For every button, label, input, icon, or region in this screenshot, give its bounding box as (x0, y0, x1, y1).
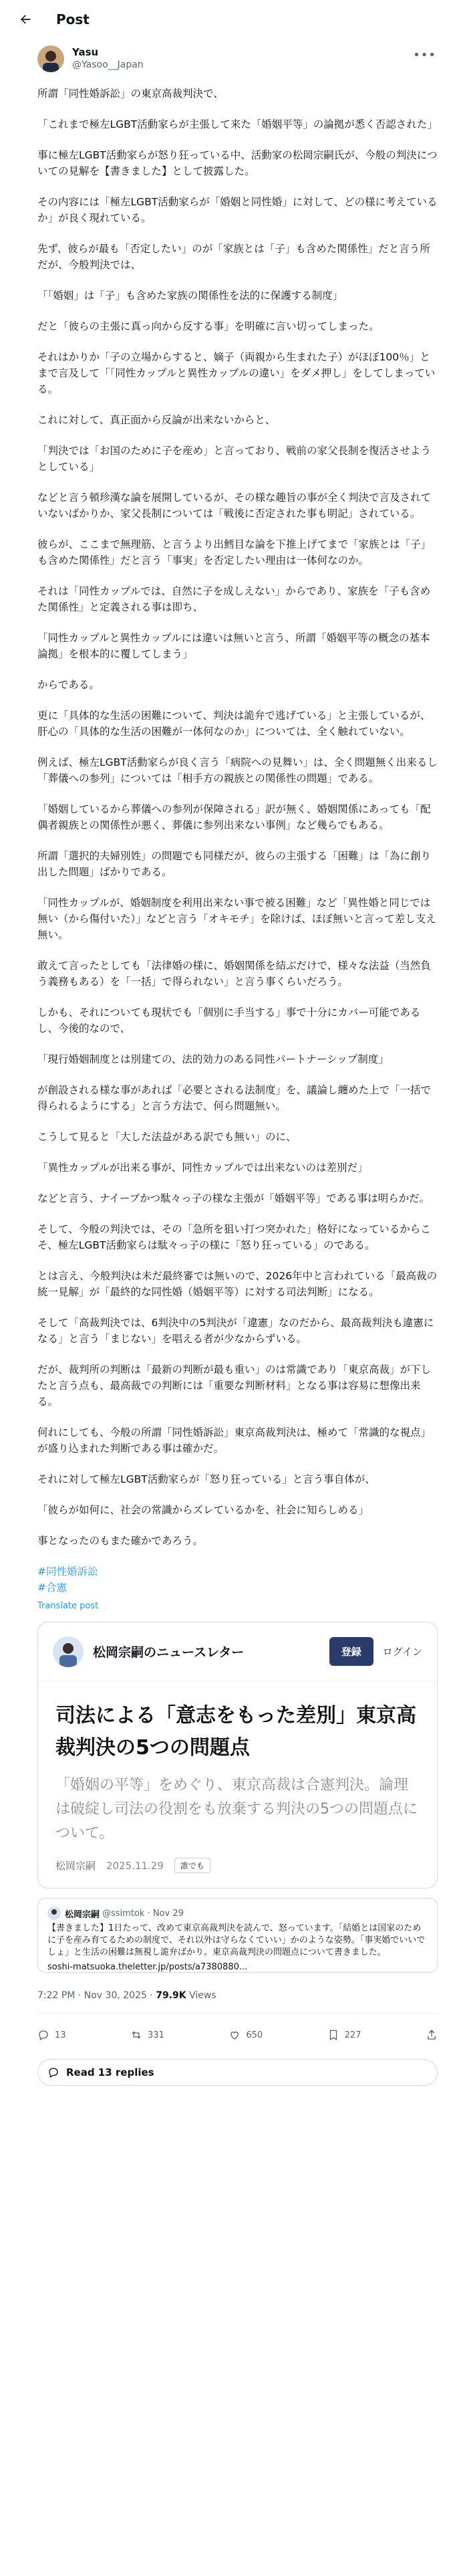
hashtag-link[interactable]: #同性婚訴訟 (37, 1566, 98, 1578)
quote-link[interactable]: soshi-matsuoka.theletter.jp/posts/a7380880... (47, 1962, 248, 1972)
card-badge: 誰でも (174, 1858, 210, 1873)
post-paragraph: 例えば、極左LGBT活動家らが良く言う「病院への見舞い」は、全く問題無く出来るし「葬儀への参列」については「相手方の親族との関係性の問題」である。 (37, 756, 438, 784)
post-paragraph: しかも、それについても現状でも「個別に手当する」事で十分にカバー可能であるし、今後的なので、 (37, 1006, 421, 1035)
post-paragraph: 更に「具体的な生活の困難について、判決は詭弁で逃げている」と主張しているが、肝心の「具体的な生活の困難が一体何なのか」については、全く触れていない。 (37, 710, 431, 738)
views-label: Views (186, 1990, 216, 2001)
reply-icon (37, 2029, 49, 2041)
post-paragraph: 「異性カップルが出来る事が、同性カップルでは出来ないのは差別だ」 (37, 1162, 368, 1174)
quote-text: 【書きました】1日たって、改めて東京高裁判決を読んで、怒っています。「結婚とは国家のために子を産み育てるための制度で、それ以外は守らなくていい」かのような姿勢。「事実婚でいいでしょ」と生活の困難は無視し詭弁ばかり。東京高裁判決の問題点について書きました。 (47, 1923, 426, 1957)
post-paragraph: それに対して極左LGBT活動家らが「怒り狂っている」と言う事自体が、 (37, 1473, 375, 1485)
post-paragraph: これに対して、真正面から反論が出来ないからと、 (37, 414, 276, 426)
link-card[interactable] (37, 1622, 438, 1889)
share-icon (426, 2029, 438, 2041)
card-author: 松岡宗嗣 (55, 1860, 96, 1872)
post-timestamp[interactable]: 7:22 PM · Nov 30, 2025 · (37, 1990, 156, 2001)
post-paragraph: そして「高裁判決では、6判決中の5判決が「違憲」なのだから、最高裁判決も違憲になる」と言う「まじない」を唱える者が少なからずいる。 (37, 1317, 434, 1345)
post-paragraph: そして、今般の判決では、その「急所を狙い打つ突かれた」格好になっているからこそ、極左LGBT活動家らは駄々っ子の様に「怒り狂っている」のである。 (37, 1223, 431, 1251)
quote-author-name: 松岡宗嗣 (65, 1909, 100, 1920)
page-title: Post (56, 11, 90, 27)
register-button[interactable]: 登録 (329, 1637, 373, 1666)
more-options-icon[interactable]: ••• (413, 48, 436, 62)
post-paragraph: が創設される様な事があれば「必要とされる法制度」を、議論し纏めた上で「一括で得られるようにする」と言う方法で、何ら問題無い。 (37, 1084, 432, 1112)
read-replies-button[interactable] (37, 2059, 438, 2086)
post-paragraph: 「判決では「お国のために子を産め」と言っており、戦前の家父長制を復活させようとしている」 (37, 445, 432, 473)
read-replies-label: Read 13 replies (66, 2066, 154, 2078)
post-paragraph: 所謂「同性婚訴訟」の東京高裁判決で、 (37, 88, 224, 100)
avatar[interactable] (37, 45, 64, 72)
share-button[interactable] (426, 2029, 438, 2041)
like-count: 650 (246, 2030, 263, 2040)
bookmark-icon (327, 2029, 339, 2041)
post-paragraph: 「現行婚姻制度とは別建ての、法的効力のある同性パートナーシップ制度」 (37, 1053, 389, 1065)
post-paragraph: その内容には「極左LGBT活動家らが「婚姻と同性婚」に対して、どの様に考えているか」が良く現れている。 (37, 196, 438, 224)
hashtag-link[interactable]: #合憲 (37, 1582, 67, 1594)
post-paragraph: だと「彼らの主張に真っ向から反する事」を明確に言い切ってしまった。 (37, 320, 380, 332)
post-paragraph: 何れにしても、今般の所謂「同性婚訴訟」東京高裁判決は、極めて「常識的な視点」が盛り込まれた判断である事は確かだ。 (37, 1426, 432, 1455)
newsletter-avatar (53, 1636, 84, 1667)
repost-button[interactable] (130, 2029, 164, 2041)
post-paragraph: などと言う、ナイーブかつ駄々っ子の様な主張が「婚姻平等」である事は明らかだ。 (37, 1192, 430, 1204)
view-count: 79.9K (156, 1990, 186, 2001)
chat-bubble-icon (47, 2066, 59, 2078)
header (0, 0, 451, 39)
post-paragraph: 「彼らが如何に、社会の常識からズレているかを、社会に知らしめる」 (37, 1504, 369, 1516)
post-paragraph: それは「同性カップルでは、自然に子を成しえない」からであり、家族を「子も含めた関係性」と定義される事は即ち、 (37, 585, 431, 613)
heart-icon (229, 2029, 241, 2041)
post-paragraph: 「婚姻しているから葬儀への参列が保障される」訳が無く、婚姻関係にあっても「配偶者親族との関係性が悪く、葬儀に参列出来ない事例」など幾らでもある。 (37, 803, 431, 831)
author-row (0, 39, 451, 74)
newsletter-title: 松岡宗嗣のニュースレター (93, 1645, 245, 1660)
divider (37, 2013, 438, 2014)
card-date: 2025.11.29 (106, 1859, 164, 1872)
post-paragraph: 彼らが、ここまで無理筋、と言うより出鱈目な論を下推上げてまで「家族とは「子」も含めた関係性」だと言う「事実」を否定したい理由は一体何なのか。 (37, 538, 432, 566)
post-paragraph: 所謂「選択的夫婦別姓」の問題でも同様だが、彼らの主張する「困難」は「為に創り出した問題」ばかりである。 (37, 850, 432, 878)
quote-avatar (47, 1907, 61, 1920)
post-paragraph: 事に極左LGBT活動家らが怒り狂っている中、活動家の松岡宗嗣氏が、今般の判決についての見解を【書きました】として披露した。 (37, 149, 438, 177)
post-paragraph: などと言う頓珍漢な論を展開しているが、その様な趣旨の事が全く判決で言及されていないばかりか、家父長制については「戦後に否定された事も明記」されている。 (37, 492, 432, 520)
reply-count: 13 (55, 2030, 66, 2040)
author-name[interactable]: Yasu (72, 45, 99, 58)
repost-icon (130, 2029, 142, 2041)
post-paragraph: 「「婚姻」は「子」も含めた家族の関係性を法的に保護する制度」 (37, 290, 343, 302)
post-paragraph: 先ず、彼らが最も「否定したい」のが「家族とは「子」も含めた関係性」だと言う所だが、今般判決では、 (37, 243, 430, 271)
like-button[interactable] (229, 2029, 263, 2041)
post-paragraph: 「同性カップルと異性カップルには違いは無いと言う、所謂「婚姻平等の概念の基本論拠」を根本的に覆してしまう」 (37, 632, 430, 660)
post-meta (37, 1990, 438, 2001)
quoted-post[interactable] (37, 1898, 438, 1973)
translate-post-link[interactable]: Translate post (37, 1601, 99, 1611)
bookmark-button[interactable] (327, 2029, 361, 2041)
post-paragraph: 「同性カップルが、婚姻制度を利用出来ない事で被る困難」など「異性婚と同じでは無い（から傷付いた）」などと言う「オキモチ」を除けば、ほぼ無いと言って差し支え無い。 (37, 897, 436, 941)
arrow-left-icon (19, 13, 32, 26)
card-subtitle: 「婚姻の平等」をめぐり、東京高裁は合憲判決。論理は破綻し司法の役割をも放棄する判決の5つの問題点について。 (55, 1777, 418, 1842)
action-bar (37, 2022, 438, 2048)
bookmark-count: 227 (344, 2030, 361, 2040)
quote-author-handle: @ssimtok · Nov 29 (102, 1908, 184, 1919)
back-button[interactable] (13, 7, 37, 31)
post-paragraph: こうして見ると「大した法益がある訳でも無い」のに、 (37, 1131, 297, 1143)
reply-button[interactable] (37, 2029, 66, 2041)
post-paragraph: 敢えて言ったとしても「法律婚の様に、婚姻関係を結ぶだけで、様々な法益（当然負う義務もある）を「一括」で得られない」と言う事くらいだろう。 (37, 960, 431, 988)
post-paragraph: 事となったのもまた確かであろう。 (37, 1535, 204, 1547)
post-paragraph: だが、裁判所の判断は「最新の判断が最も重い」のは常識であり「東京高裁」が下したと言う点も、最高裁での判断には「重要な判断材料」となる事は容易に想像出来る。 (37, 1364, 432, 1408)
post-body (0, 74, 451, 1611)
post-paragraph: からである。 (37, 679, 100, 691)
post-paragraph: とは言え、今般判決は未だ最終審では無いので、2026年中と言われている「最高裁の統一見解」が「最終的な同性婚（婚姻平等）に対する司法判断」になる。 (37, 1270, 438, 1298)
repost-count: 331 (148, 2030, 164, 2040)
card-headline: 司法による「意志をもった差別」東京高裁判決の5つの問題点 (55, 1704, 416, 1759)
post-paragraph: 「これまで極左LGBT活動家らが主張して来た「婚姻平等」の論拠が悉く否認された」 (37, 118, 438, 130)
post-paragraph: それはかりか「子の立場からすると、嫡子（両親から生まれた子）がほぼ100％」とまで言及して「「同性カップルと異性カップルの違い」をダメ押し」をしてしまっている。 (37, 351, 436, 395)
author-handle[interactable]: @Yasoo__Japan (72, 59, 144, 70)
login-link[interactable]: ログイン (382, 1646, 422, 1658)
